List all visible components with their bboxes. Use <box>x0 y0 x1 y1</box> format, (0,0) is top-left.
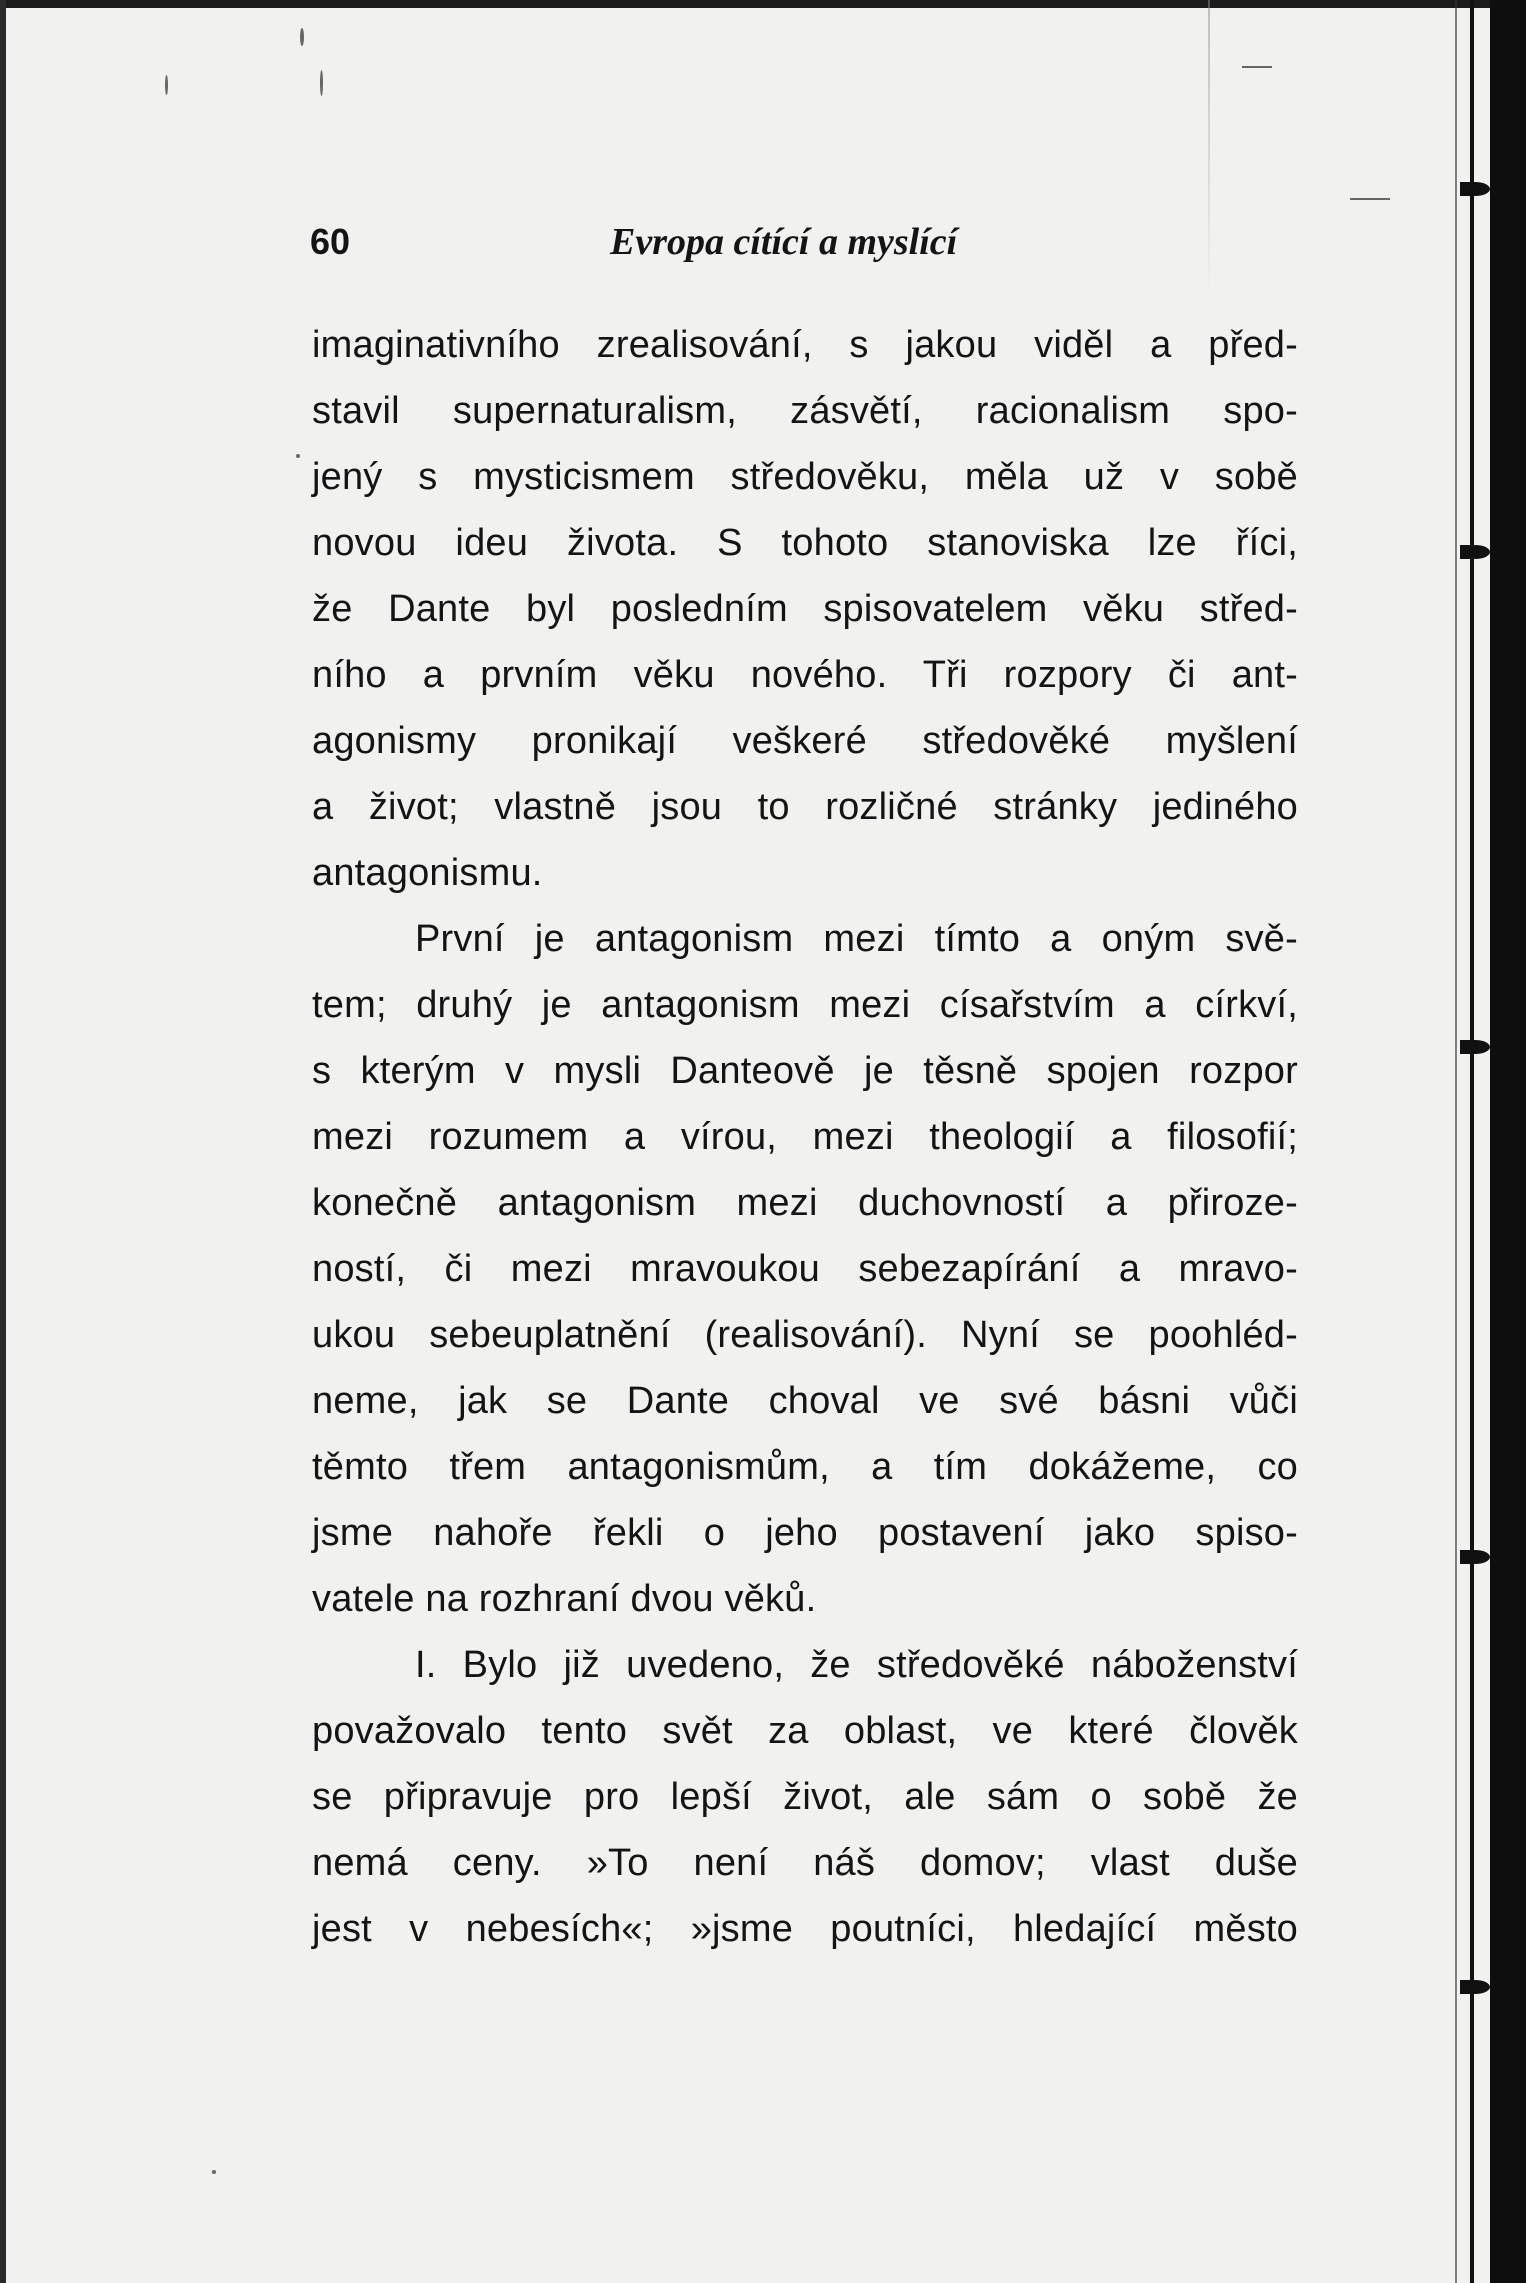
text-line: jsme nahoře řekli o jeho postavení jako spiso- <box>312 1512 1298 1554</box>
text-line: těmto třem antagonismům, a tím dokážeme, co <box>312 1446 1298 1488</box>
text-line: nemá ceny. »To není náš domov; vlast duše <box>312 1842 1298 1884</box>
scan-speck <box>165 75 168 95</box>
text-line: a život; vlastně jsou to rozličné stránky jediného <box>312 786 1298 828</box>
text-line: jest v nebesích«; »jsme poutníci, hledající město <box>312 1908 1298 1950</box>
text-line: ního a prvním věku nového. Tři rozpory či ant- <box>312 654 1298 696</box>
text-line: jený s mysticismem středověku, měla už v sobě <box>312 456 1298 498</box>
binding-thread-mark <box>1460 545 1490 559</box>
text-line: novou ideu života. S tohoto stanoviska lze říci, <box>312 522 1298 564</box>
text-line: První je antagonism mezi tímto a oným svě- <box>415 918 1298 960</box>
binding-thread-mark <box>1460 1980 1490 1994</box>
binding-shadow <box>1455 0 1457 2283</box>
page-number: 60 <box>310 221 351 262</box>
text-line: antagonismu. <box>312 852 543 894</box>
text-line: vatele na rozhraní dvou věků. <box>312 1578 817 1620</box>
text-line: neme, jak se Dante choval ve své básni vůči <box>312 1380 1298 1422</box>
text-line: že Dante byl posledním spisovatelem věku střed- <box>312 588 1298 630</box>
scan-speck <box>300 28 304 46</box>
body-text <box>312 312 1298 1962</box>
page-header <box>310 214 1300 270</box>
scan-speck <box>212 2170 216 2174</box>
text-line: konečně antagonism mezi duchovností a přiroze- <box>312 1182 1298 1224</box>
scan-speck <box>296 454 300 458</box>
text-line: agonismy pronikají veškeré středověké myšlení <box>312 720 1298 762</box>
binding-thread-mark <box>1460 1550 1490 1564</box>
scan-top-edge <box>0 0 1526 8</box>
text-line: ností, či mezi mravoukou sebezapírání a mravo- <box>312 1248 1298 1290</box>
scan-speck <box>1242 66 1272 68</box>
text-line: stavil supernaturalism, zásvětí, racionalism spo- <box>312 390 1298 432</box>
running-title: Evropa cítící a myslící <box>610 221 958 263</box>
text-line: I. Bylo již uvedeno, že středověké náboženství <box>415 1644 1298 1686</box>
text-line: tem; druhý je antagonism mezi císařstvím a církví, <box>312 984 1298 1026</box>
binding-thread-mark <box>1460 1040 1490 1054</box>
text-line: považovalo tento svět za oblast, ve které člověk <box>312 1710 1298 1752</box>
scan-speck <box>1350 198 1390 200</box>
binding-thread-mark <box>1460 182 1490 196</box>
text-line: s kterým v mysli Danteově je těsně spojen rozpor <box>312 1050 1298 1092</box>
text-line: ukou sebeuplatnění (realisování). Nyní se poohléd- <box>312 1314 1298 1356</box>
scan-left-edge <box>0 0 6 2283</box>
text-line: se připravuje pro lepší život, ale sám o sobě že <box>312 1776 1298 1818</box>
text-line: imaginativního zrealisování, s jakou viděl a před- <box>312 324 1298 366</box>
scan-speck <box>320 70 323 96</box>
scan-right-edge <box>1490 0 1526 2283</box>
text-line: mezi rozumem a vírou, mezi theologií a filosofií; <box>312 1116 1298 1158</box>
binding-edge <box>1470 0 1474 2283</box>
